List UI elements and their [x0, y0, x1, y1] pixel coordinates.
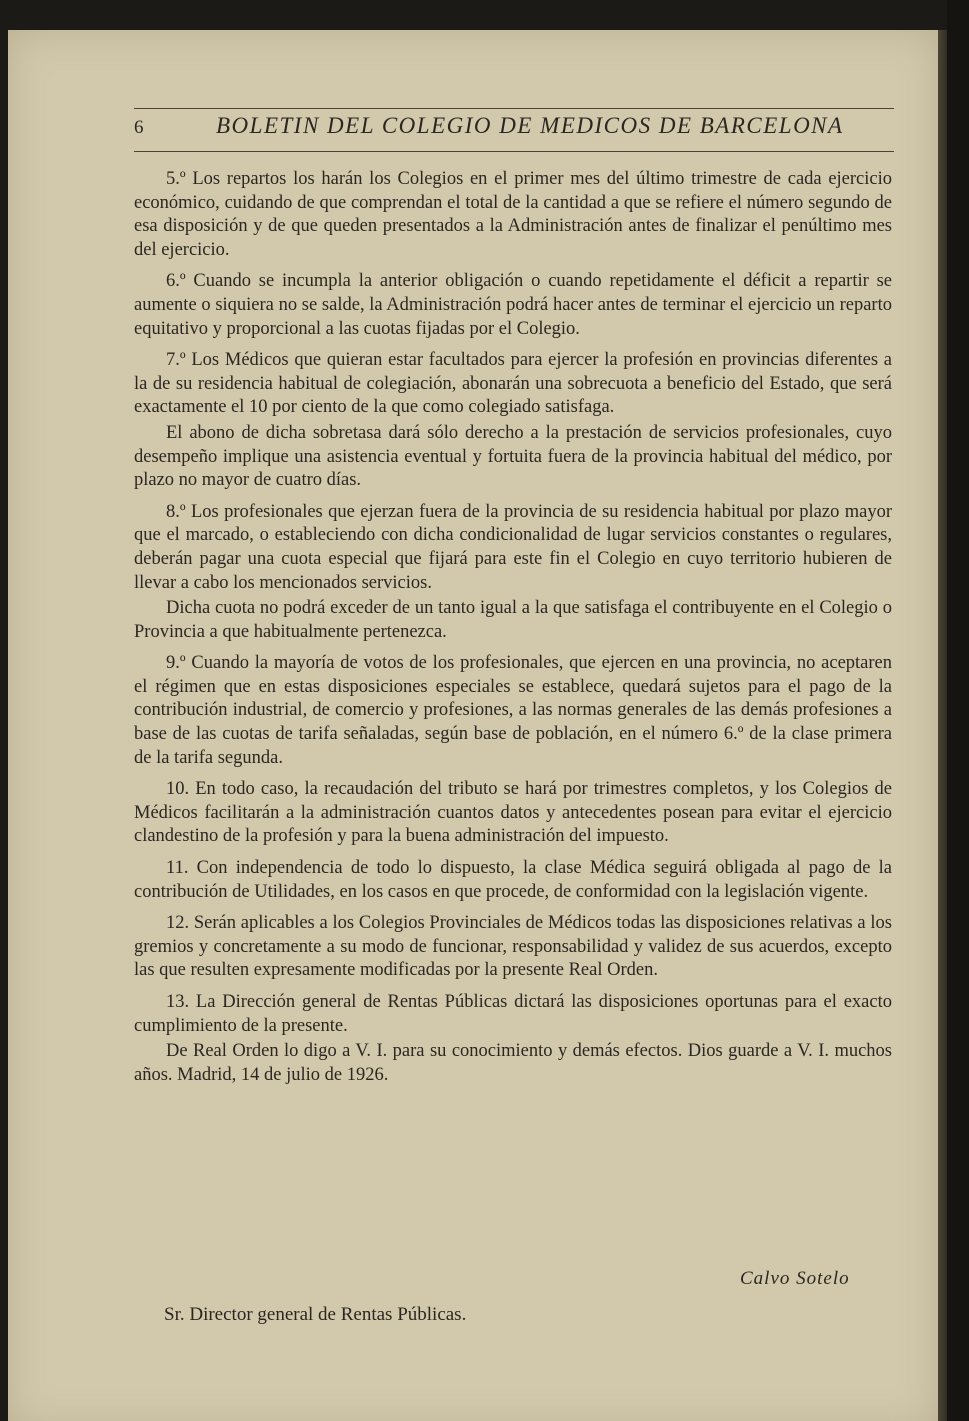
paragraph-10: 10. En todo caso, la recaudación del tributo se hará por trimestres completos, y los Colegios de Médicos facilitarán a la administración cuantos datos y antecedentes posean para evitar el ejercicio clandestino de la profesión y para la buena administración del impuesto.: [134, 779, 892, 847]
paragraph-8-continuation: Dicha cuota no podrá exceder de un tanto igual a la que satisfaga el contribuyente en el Colegio o Provincia a que habitualmente pertenezca.: [134, 598, 892, 642]
article-body: [134, 168, 892, 1095]
running-header: [134, 108, 894, 152]
paragraph-8: 8.º Los profesionales que ejerzan fuera de la provincia de su residencia habitual por plazo mayor que el marcado, o estableciendo con dicha condicionalidad de lugar servicios constantes o regulares, deberán pagar una cuota especial que fijará para este fin el Colegio en cuyo territorio hubieren de llevar a cabo los mencionados servicios.: [134, 501, 892, 593]
paragraph-5: 5.º Los repartos los harán los Colegios en el primer mes del último trimestre de cada ejercicio económico, cuidando de que comprendan el total de la cantidad a que se refiere el número segundo de esa disposición y de que queden presentados a la Administración antes de finalizar el penúltimo mes del ejercicio.: [134, 169, 892, 260]
closing-formula: De Real Orden lo digo a V. I. para su conocimiento y demás efectos. Dios guarde a V. I. muchos años. Madrid, 14 de julio de 1926.: [134, 1041, 892, 1085]
page-number: 6: [134, 117, 144, 138]
journal-title: BOLETIN DEL COLEGIO DE MEDICOS DE BARCELONA: [216, 113, 844, 138]
addressee: Sr. Director general de Rentas Públicas.: [164, 1304, 467, 1325]
paragraph-6: 6.º Cuando se incumpla la anterior obligación o cuando repetidamente el déficit a repartir se aumente o siquiera no se salde, la Administración podrá hacer antes de terminar el ejercicio un reparto equitativo y proporcional a las cuotas fijadas por el Colegio.: [134, 271, 892, 339]
paragraph-7-continuation: El abono de dicha sobretasa dará sólo derecho a la prestación de servicios profesionales, cuyo desempeño implique una asistencia eventual y fortuita fuera de la provincia habitual del médico, por plazo no mayor de cuatro días.: [134, 422, 892, 491]
paragraph-13: 13. La Dirección general de Rentas Públicas dictará las disposiciones oportunas para el exacto cumplimiento de la presente.: [134, 992, 892, 1036]
signature: Calvo Sotelo: [740, 1268, 850, 1289]
paragraph-7: 7.º Los Médicos que quieran estar facultados para ejercer la profesión en provincias diferentes a la de su residencia habitual de colegiación, abonarán una sobrecuota a beneficio del Estado, que será exactamente el 10 por ciento de la que como colegiado satisfaga.: [134, 350, 892, 418]
scan-border: [947, 0, 969, 1421]
paragraph-9: 9.º Cuando la mayoría de votos de los profesionales, que ejercen en una provincia, no aceptaren el régimen que en estas disposiciones especiales se establece, quedará sujetos para el pago de la contribución industrial, de comercio y profesiones, a las normas generales de las demás profesiones a base de las cuotas de tarifa señaladas, según base de población, en el número 6.º de la clase primera de la tarifa segunda.: [134, 653, 892, 768]
paragraph-11: 11. Con independencia de todo lo dispuesto, la clase Médica seguirá obligada al pago de la contribución de Utilidades, en los casos en que procede, de conformidad con la legislación vigente.: [134, 858, 892, 902]
paragraph-12: 12. Serán aplicables a los Colegios Provinciales de Médicos todas las disposiciones relativas a los gremios y concretamente a su modo de funcionar, responsabilidad y validez de sus acuerdos, excepto las que resulten expresamente modificadas por la presente Real Orden.: [134, 913, 892, 981]
